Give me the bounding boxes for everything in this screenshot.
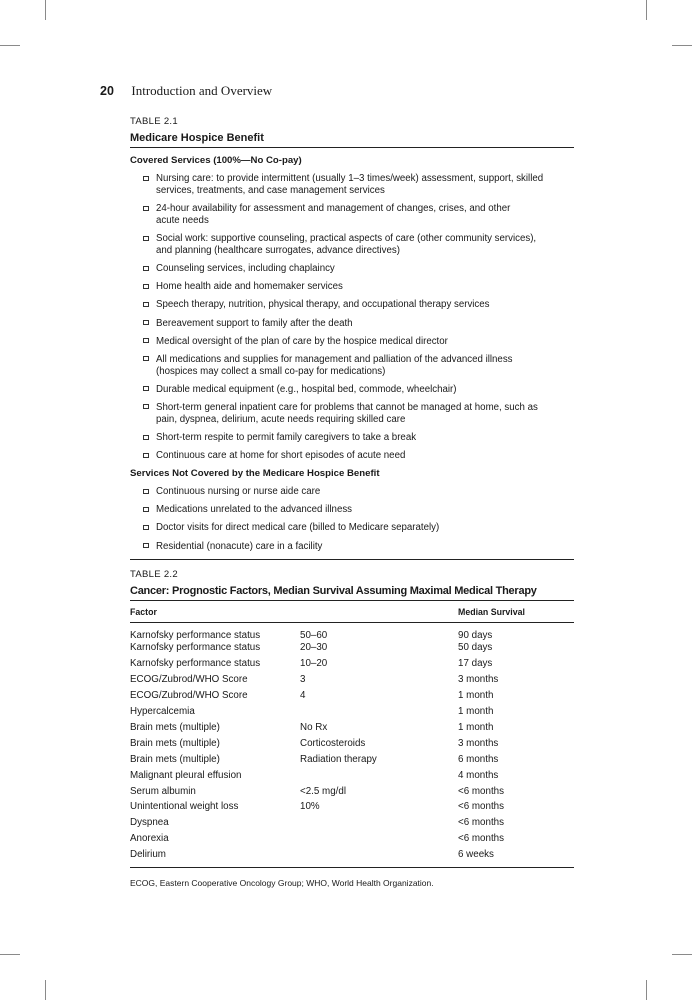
table-bottom-rule: [130, 867, 574, 868]
square-bullet-icon: [143, 489, 149, 494]
list-item-text: Speech therapy, nutrition, physical therapy, and occupational therapy services: [156, 299, 490, 311]
value-cell: [300, 734, 458, 750]
square-bullet-icon: [143, 386, 149, 391]
median-survival-cell: [458, 814, 574, 830]
list-item-text: Durable medical equipment (e.g., hospital bed, commode, wheelchair): [156, 383, 457, 395]
square-bullet-icon: [143, 435, 149, 440]
list-item: [156, 432, 574, 444]
cell-text: 20–30: [300, 642, 328, 654]
running-header: [100, 83, 272, 99]
cell-text: Radiation therapy: [300, 753, 377, 765]
cell-text: 10–20: [300, 658, 328, 670]
table-row: [130, 750, 574, 766]
cell-text: 3 months: [458, 737, 499, 749]
cell-text: Karnofsky performance status: [130, 658, 261, 670]
list-item: [156, 522, 574, 534]
factor-cell: [130, 671, 300, 687]
factor-cell: [130, 766, 300, 782]
factor-cell: [130, 782, 300, 798]
covered-services-list: [130, 173, 574, 462]
cell-text: 6 months: [458, 753, 499, 765]
cell-text: Dyspnea: [130, 817, 169, 829]
square-bullet-icon: [143, 302, 149, 307]
cell-text: Delirium: [130, 849, 166, 861]
list-item: [156, 281, 574, 293]
factor-cell: [130, 734, 300, 750]
square-bullet-icon: [143, 338, 149, 343]
list-item: [156, 318, 574, 330]
crop-mark: [0, 954, 20, 955]
list-item-text: Medications unrelated to the advanced illness: [156, 504, 353, 516]
cell-text: 3: [300, 674, 306, 686]
factor-cell: [130, 814, 300, 830]
table-row: [130, 766, 574, 782]
square-bullet-icon: [143, 320, 149, 325]
table-header-row: [130, 601, 574, 623]
list-item-text: and planning (healthcare surrogates, advance directives): [156, 245, 400, 257]
table-row: [130, 734, 574, 750]
list-item-text: Continuous care at home for short episodes of acute need: [156, 450, 406, 462]
square-bullet-icon: [143, 206, 149, 211]
median-survival-cell: [458, 782, 574, 798]
list-item: [156, 354, 574, 378]
crop-mark: [0, 45, 20, 46]
list-item: [156, 402, 574, 426]
value-cell: [300, 766, 458, 782]
header-median-survival: Median Survival: [458, 601, 574, 623]
cell-text: ECOG/Zubrod/WHO Score: [130, 690, 248, 702]
list-item-text: Short-term general inpatient care for problems that cannot be managed at home, such as: [156, 401, 538, 413]
cell-text: No Rx: [300, 721, 328, 733]
list-item: [156, 299, 574, 311]
not-covered-heading: Services Not Covered by the Medicare Hospice Benefit: [130, 468, 380, 480]
cell-text: <6 months: [458, 817, 505, 829]
table-row: [130, 623, 574, 655]
list-item-text: acute needs: [156, 215, 209, 227]
list-item: [156, 173, 574, 197]
running-head-title: Introduction and Overview: [131, 83, 273, 98]
cell-text: Anorexia: [130, 833, 169, 845]
square-bullet-icon: [143, 266, 149, 271]
cell-text: Hypercalcemia: [130, 706, 195, 718]
table-row: [130, 798, 574, 814]
crop-mark: [646, 0, 647, 20]
cell-text: <6 months: [458, 801, 505, 813]
cell-text: 17 days: [458, 658, 493, 670]
factor-cell: [130, 687, 300, 703]
value-cell: [300, 687, 458, 703]
list-item: [156, 203, 574, 227]
median-survival-cell: [458, 687, 574, 703]
square-bullet-icon: [143, 404, 149, 409]
value-cell: [300, 846, 458, 862]
list-item-text: pain, dyspnea, delirium, acute needs requiring skilled care: [156, 413, 406, 425]
factor-cell: [130, 830, 300, 846]
prognostic-factors-table: [130, 601, 574, 862]
list-item-text: Nursing care: to provide intermittent (usually 1–3 times/week) assessment, support, skilled: [156, 173, 544, 184]
crop-mark: [45, 980, 46, 1000]
cell-text: Corticosteroids: [300, 737, 366, 749]
value-cell: [300, 623, 458, 655]
list-item: [156, 233, 574, 257]
square-bullet-icon: [143, 543, 149, 548]
cell-text: Karnofsky performance status: [130, 642, 261, 654]
table-label: TABLE 2.1: [130, 116, 178, 127]
list-item-text: Home health aide and homemaker services: [156, 281, 343, 293]
list-item: [156, 541, 574, 553]
factor-cell: [130, 718, 300, 734]
cell-text: 1 month: [458, 690, 494, 702]
factor-cell: [130, 623, 300, 655]
median-survival-cell: [458, 750, 574, 766]
cell-text: 4: [300, 690, 306, 702]
table-row: [130, 671, 574, 687]
header-factor: Factor: [130, 601, 300, 623]
table-top-rule: [130, 147, 574, 148]
cell-text: 50–60: [300, 630, 328, 641]
list-item-text: Medical oversight of the plan of care by the hospice medical director: [156, 335, 448, 347]
cell-text: Brain mets (multiple): [130, 721, 220, 733]
median-survival-cell: [458, 846, 574, 862]
table-footnote: ECOG, Eastern Cooperative Oncology Group; WHO, World Health Organization.: [130, 877, 434, 888]
crop-mark: [646, 980, 647, 1000]
cell-text: 50 days: [458, 642, 493, 654]
value-cell: [300, 655, 458, 671]
table-row: [130, 687, 574, 703]
cell-text: Serum albumin: [130, 785, 196, 797]
table-row: [130, 814, 574, 830]
covered-services-heading: Covered Services (100%—No Co-pay): [130, 155, 302, 166]
list-item-text: Bereavement support to family after the death: [156, 317, 353, 329]
square-bullet-icon: [143, 507, 149, 512]
value-cell: [300, 703, 458, 719]
median-survival-cell: [458, 766, 574, 782]
header-value: [300, 601, 458, 623]
cell-text: Karnofsky performance status: [130, 630, 261, 641]
median-survival-cell: [458, 703, 574, 719]
square-bullet-icon: [143, 176, 149, 181]
table-2-2: [130, 569, 574, 888]
median-survival-cell: [458, 655, 574, 671]
cell-text: Malignant pleural effusion: [130, 769, 242, 781]
cell-text: 10%: [300, 801, 320, 813]
value-cell: [300, 782, 458, 798]
list-item: [156, 336, 574, 348]
cell-text: Unintentional weight loss: [130, 801, 239, 813]
list-item-text: Residential (nonacute) care in a facility: [156, 540, 323, 552]
value-cell: [300, 798, 458, 814]
median-survival-cell: [458, 671, 574, 687]
cell-text: <6 months: [458, 833, 505, 845]
factor-cell: [130, 750, 300, 766]
table-row: [130, 846, 574, 862]
table-row: [130, 718, 574, 734]
square-bullet-icon: [143, 525, 149, 530]
table-title: Cancer: Prognostic Factors, Median Survival Assuming Maximal Medical Therapy: [130, 585, 537, 597]
cell-text: 1 month: [458, 706, 494, 718]
cell-text: 90 days: [458, 630, 493, 641]
table-row: [130, 782, 574, 798]
table-title: Medicare Hospice Benefit: [130, 132, 264, 144]
factor-cell: [130, 846, 300, 862]
table-2-1: [130, 116, 574, 560]
crop-mark: [45, 0, 46, 20]
median-survival-cell: [458, 830, 574, 846]
median-survival-cell: [458, 718, 574, 734]
list-item: [156, 263, 574, 275]
list-item-text: (hospices may collect a small co-pay for medications): [156, 365, 386, 377]
list-item-text: Counseling services, including chaplaincy: [156, 263, 335, 275]
factor-cell: [130, 703, 300, 719]
cell-text: 3 months: [458, 674, 499, 686]
value-cell: [300, 750, 458, 766]
value-cell: [300, 671, 458, 687]
value-cell: [300, 830, 458, 846]
table-row: [130, 830, 574, 846]
list-item: [156, 384, 574, 396]
square-bullet-icon: [143, 453, 149, 458]
table-row: [130, 703, 574, 719]
cell-text: 4 months: [458, 769, 499, 781]
list-item-text: Social work: supportive counseling, practical aspects of care (other community services),: [156, 233, 537, 245]
cell-text: 1 month: [458, 721, 494, 733]
list-item: [156, 504, 574, 516]
not-covered-list: [130, 486, 574, 552]
median-survival-cell: [458, 798, 574, 814]
list-item-text: 24-hour availability for assessment and management of changes, crises, and other: [156, 203, 511, 215]
crop-mark: [672, 45, 692, 46]
table-label: TABLE 2.2: [130, 569, 178, 580]
cell-text: <6 months: [458, 785, 505, 797]
list-item-text: Continuous nursing or nurse aide care: [156, 486, 321, 498]
value-cell: [300, 718, 458, 734]
median-survival-cell: [458, 623, 574, 655]
factor-cell: [130, 655, 300, 671]
median-survival-cell: [458, 734, 574, 750]
factor-cell: [130, 798, 300, 814]
table-row: [130, 655, 574, 671]
cell-text: 6 weeks: [458, 849, 494, 861]
list-item: [156, 486, 574, 498]
table-bottom-rule: [130, 559, 574, 560]
cell-text: <2.5 mg/dl: [300, 785, 347, 797]
list-item-text: services, treatments, and case management services: [156, 185, 385, 196]
page-number: 20: [100, 84, 114, 98]
square-bullet-icon: [143, 236, 149, 241]
square-bullet-icon: [143, 284, 149, 289]
list-item: [156, 450, 574, 462]
cell-text: Brain mets (multiple): [130, 753, 220, 765]
crop-mark: [672, 954, 692, 955]
value-cell: [300, 814, 458, 830]
square-bullet-icon: [143, 356, 149, 361]
cell-text: ECOG/Zubrod/WHO Score: [130, 674, 248, 686]
list-item-text: Short-term respite to permit family caregivers to take a break: [156, 432, 417, 444]
list-item-text: Doctor visits for direct medical care (billed to Medicare separately): [156, 522, 440, 534]
cell-text: Brain mets (multiple): [130, 737, 220, 749]
list-item-text: All medications and supplies for management and palliation of the advanced illness: [156, 353, 513, 365]
